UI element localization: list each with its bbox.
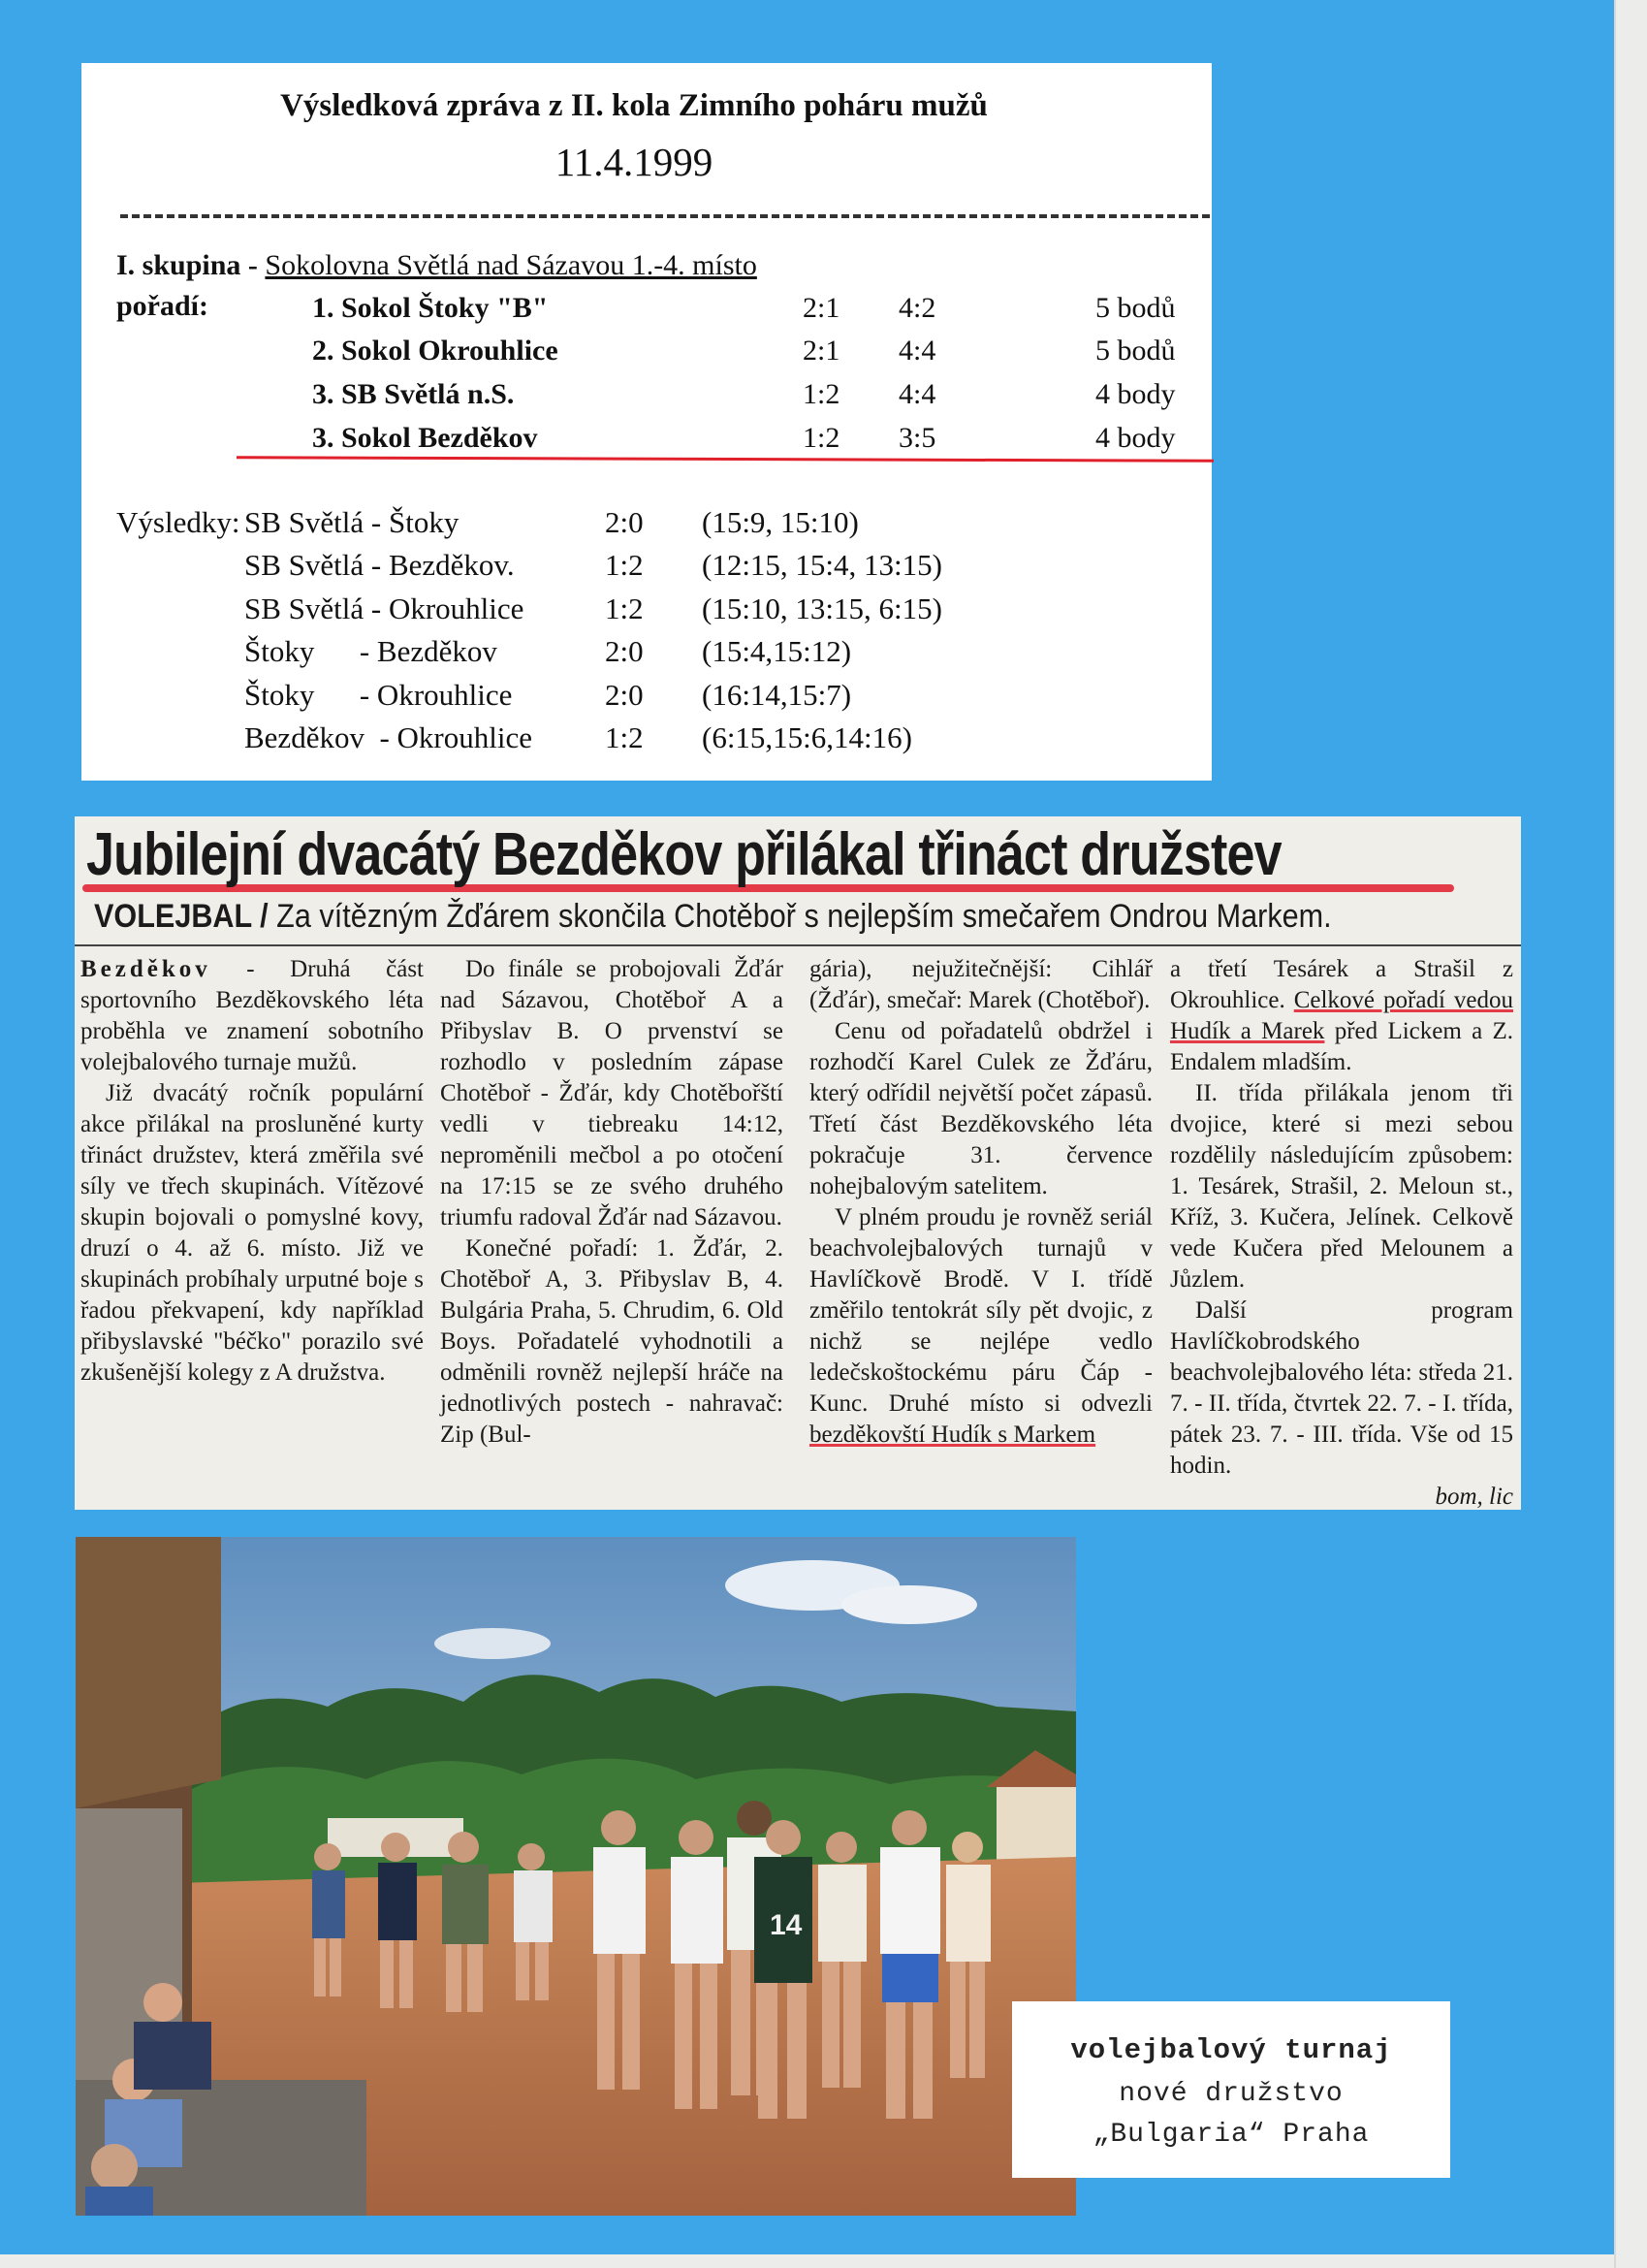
standing-team: 1. Sokol Štoky "B" [312,292,549,324]
article-paragraph: - Druhá část sportovního Bezděkovského léta proběhla ve znamení sobotního volejbalového turnaje mužů. [80,956,424,1075]
standing-points: 5 bodů [1095,335,1176,367]
standing-points: 5 bodů [1095,292,1176,324]
group-label: I. skupina - [116,249,258,281]
standing-sets: 4:4 [899,335,936,367]
article-paragraph: Konečné pořadí: 1. Žďár, 2. Chotěboř A, 3. Přibyslav B, 4. Bulgária Praha, 5. Chrudim, 6. Old Boys. Pořadatelé vyhodnotili a odměnili rovněž nejlepší hráče na jednotlivých postech - nahravač: Zip (Bul- [440,1235,783,1448]
clubhouse-roof [76,1537,221,1808]
cloud [434,1628,551,1659]
article-headline: Jubilejní dvacátý Bezděkov přilákal třináct družstev [86,821,1282,888]
result-match: SB Světlá - Bezděkov. [244,548,515,582]
standing-matches: 2:1 [803,292,840,324]
article-subhead [94,898,1332,936]
standing-matches: 1:2 [803,378,840,410]
house [997,1784,1076,1862]
article-paragraph: Další program Havlíčkobrodského beachvolejbalového léta: středa 21. 7. - II. třída, čtvrtek 22. 7. - I. třída, pátek 23. 7. - III. třída. Vše od 15 hodin. [1170,1297,1513,1479]
result-sets: (15:9, 15:10) [702,505,859,539]
article-column-2 [440,954,783,1451]
result-score: 1:2 [605,591,644,625]
subhead-text: Za vítězným Žďárem skončila Chotěboř s nejlepším smečařem Ondrou Markem. [276,898,1332,935]
article-rule [75,944,1521,946]
report-title: Výsledková zpráva z II. kola Zimního poháru mužů [280,88,988,123]
standing-team: 3. SB Světlá n.S. [312,378,515,410]
article-column-1 [80,954,424,1389]
result-score: 2:0 [605,505,644,539]
result-score: 1:2 [605,720,644,754]
standing-sets: 4:4 [899,378,936,410]
results-report-clipping [81,63,1212,781]
caption-line-2: nové družstvo [1119,2079,1344,2109]
results-label: Výsledky: [116,505,240,539]
standings-label: pořadí: [116,290,209,322]
article-paragraph: před Lickem a Z. Endalem mladším. [1170,1018,1514,1075]
result-score: 2:0 [605,678,644,712]
result-score: 1:2 [605,548,644,582]
standing-sets: 3:5 [899,422,936,454]
article-paragraph: Cenu od pořadatelů obdržel i rozhodčí Karel Culek ze Žďáru, který odřídil největší počet zápasů. Třetí část Bezděkovského léta pokračuje 31. července nohejbalovým satelitem. [809,1018,1153,1199]
result-sets: (15:10, 13:15, 6:15) [702,591,942,625]
result-match: Bezděkov - Okrouhlice [244,720,532,754]
result-sets: (6:15,15:6,14:16) [702,720,912,754]
highlighted-text: bezděkovští Hudík s Markem [809,1421,1096,1448]
standing-matches: 2:1 [803,335,840,367]
standing-points: 4 body [1095,378,1176,410]
group-heading [116,249,757,282]
page-edge [1614,0,1647,2268]
result-score: 2:0 [605,634,644,668]
article-dateline: Bezděkov [80,956,211,982]
standing-team: 3. Sokol Bezděkov [312,422,538,454]
team-photo [76,1537,1076,2216]
result-sets: (16:14,15:7) [702,678,852,712]
standing-team: 2. Sokol Okrouhlice [312,335,558,367]
article-signature: bom, lic [1435,1484,1513,1510]
result-match: SB Světlá - Štoky [244,505,459,539]
article-paragraph: Již dvacátý ročník populární akce přilákal na prosluněné kurty třináct družstev, která změřila své síly ve třech skupinách. Vítězové skupin bojovali o pomyslné kovy, druzí o 4. až 6. místo. Již ve skupinách probíhaly urputné boje s řadou překvapení, kdy například přibyslavské "béčko" porazilo své zkušenější kolegy z A družstva. [80,1080,424,1386]
standing-matches: 1:2 [803,422,840,454]
article-column-3 [809,954,1153,1451]
highlighted-text: Celkové pořadí vedou Hudík a Marek [1170,987,1513,1044]
result-sets: (15:4,15:12) [702,634,852,668]
group-venue: Sokolovna Světlá nad Sázavou 1.-4. místo [265,249,757,281]
caption-line-1: volejbalový turnaj [1070,2034,1392,2066]
standing-sets: 4:2 [899,292,936,324]
article-paragraph: II. třída přilákala jenom tři dvojice, které si mezi sebou rozdělily následujícím způsobem: 1. Tesárek, Strašil, 2. Meloun st., Kříž, 3. Kučera, Jelínek. Celkově vede Kučera před Melounem a Jůzlem. [1170,1080,1513,1293]
red-underline [237,456,1214,463]
newspaper-article-clipping [75,816,1521,1510]
article-paragraph: a třetí Tesárek a Strašil z Okrouhlice. [1170,956,1513,1013]
jersey-number: 14 [770,1909,803,1941]
subhead-section: VOLEJBAL / [94,898,269,935]
article-paragraph: gária), nejužitečnější: Cihlář (Žďár), smečař: Marek (Chotěboř). [809,956,1153,1013]
page-bottom-edge [0,2254,1614,2268]
photo-illustration [76,1537,1076,2216]
result-sets: (12:15, 15:4, 13:15) [702,548,942,582]
report-date: 11.4.1999 [554,140,713,184]
result-match: Štoky - Okrouhlice [244,678,513,712]
result-match: SB Světlá - Okrouhlice [244,591,524,625]
result-match: Štoky - Bezděkov [244,634,497,668]
photo-caption-card [1012,2001,1450,2178]
article-column-4 [1170,954,1513,1513]
caption-line-3: „Bulgaria“ Praha [1093,2120,1370,2150]
standing-points: 4 body [1095,422,1176,454]
cloud [841,1585,977,1624]
article-paragraph: Do finále se probojovali Žďár nad Sázavou, Chotěboř A a Přibyslav B. O prvenství se rozhodlo v posledním zápase Chotěboř - Žďár, kdy Chotěbořští vedli v tiebreaku 14:12, neproměnili mečbol a po otočení na 17:15 se ze svého druhého triumfu radoval Žďár nad Sázavou. [440,956,783,1230]
article-paragraph: V plném proudu je rovněž seriál beachvolejbalových turnajů v Havlíčkově Brodě. V I. třídě změřilo tentokrát síly pět dvojic, z nichž se nejlépe vedlo ledečskoštockému páru Čáp - Kunc. Druhé místo si odvezli [809,1204,1153,1417]
dashed-divider [120,214,1210,218]
